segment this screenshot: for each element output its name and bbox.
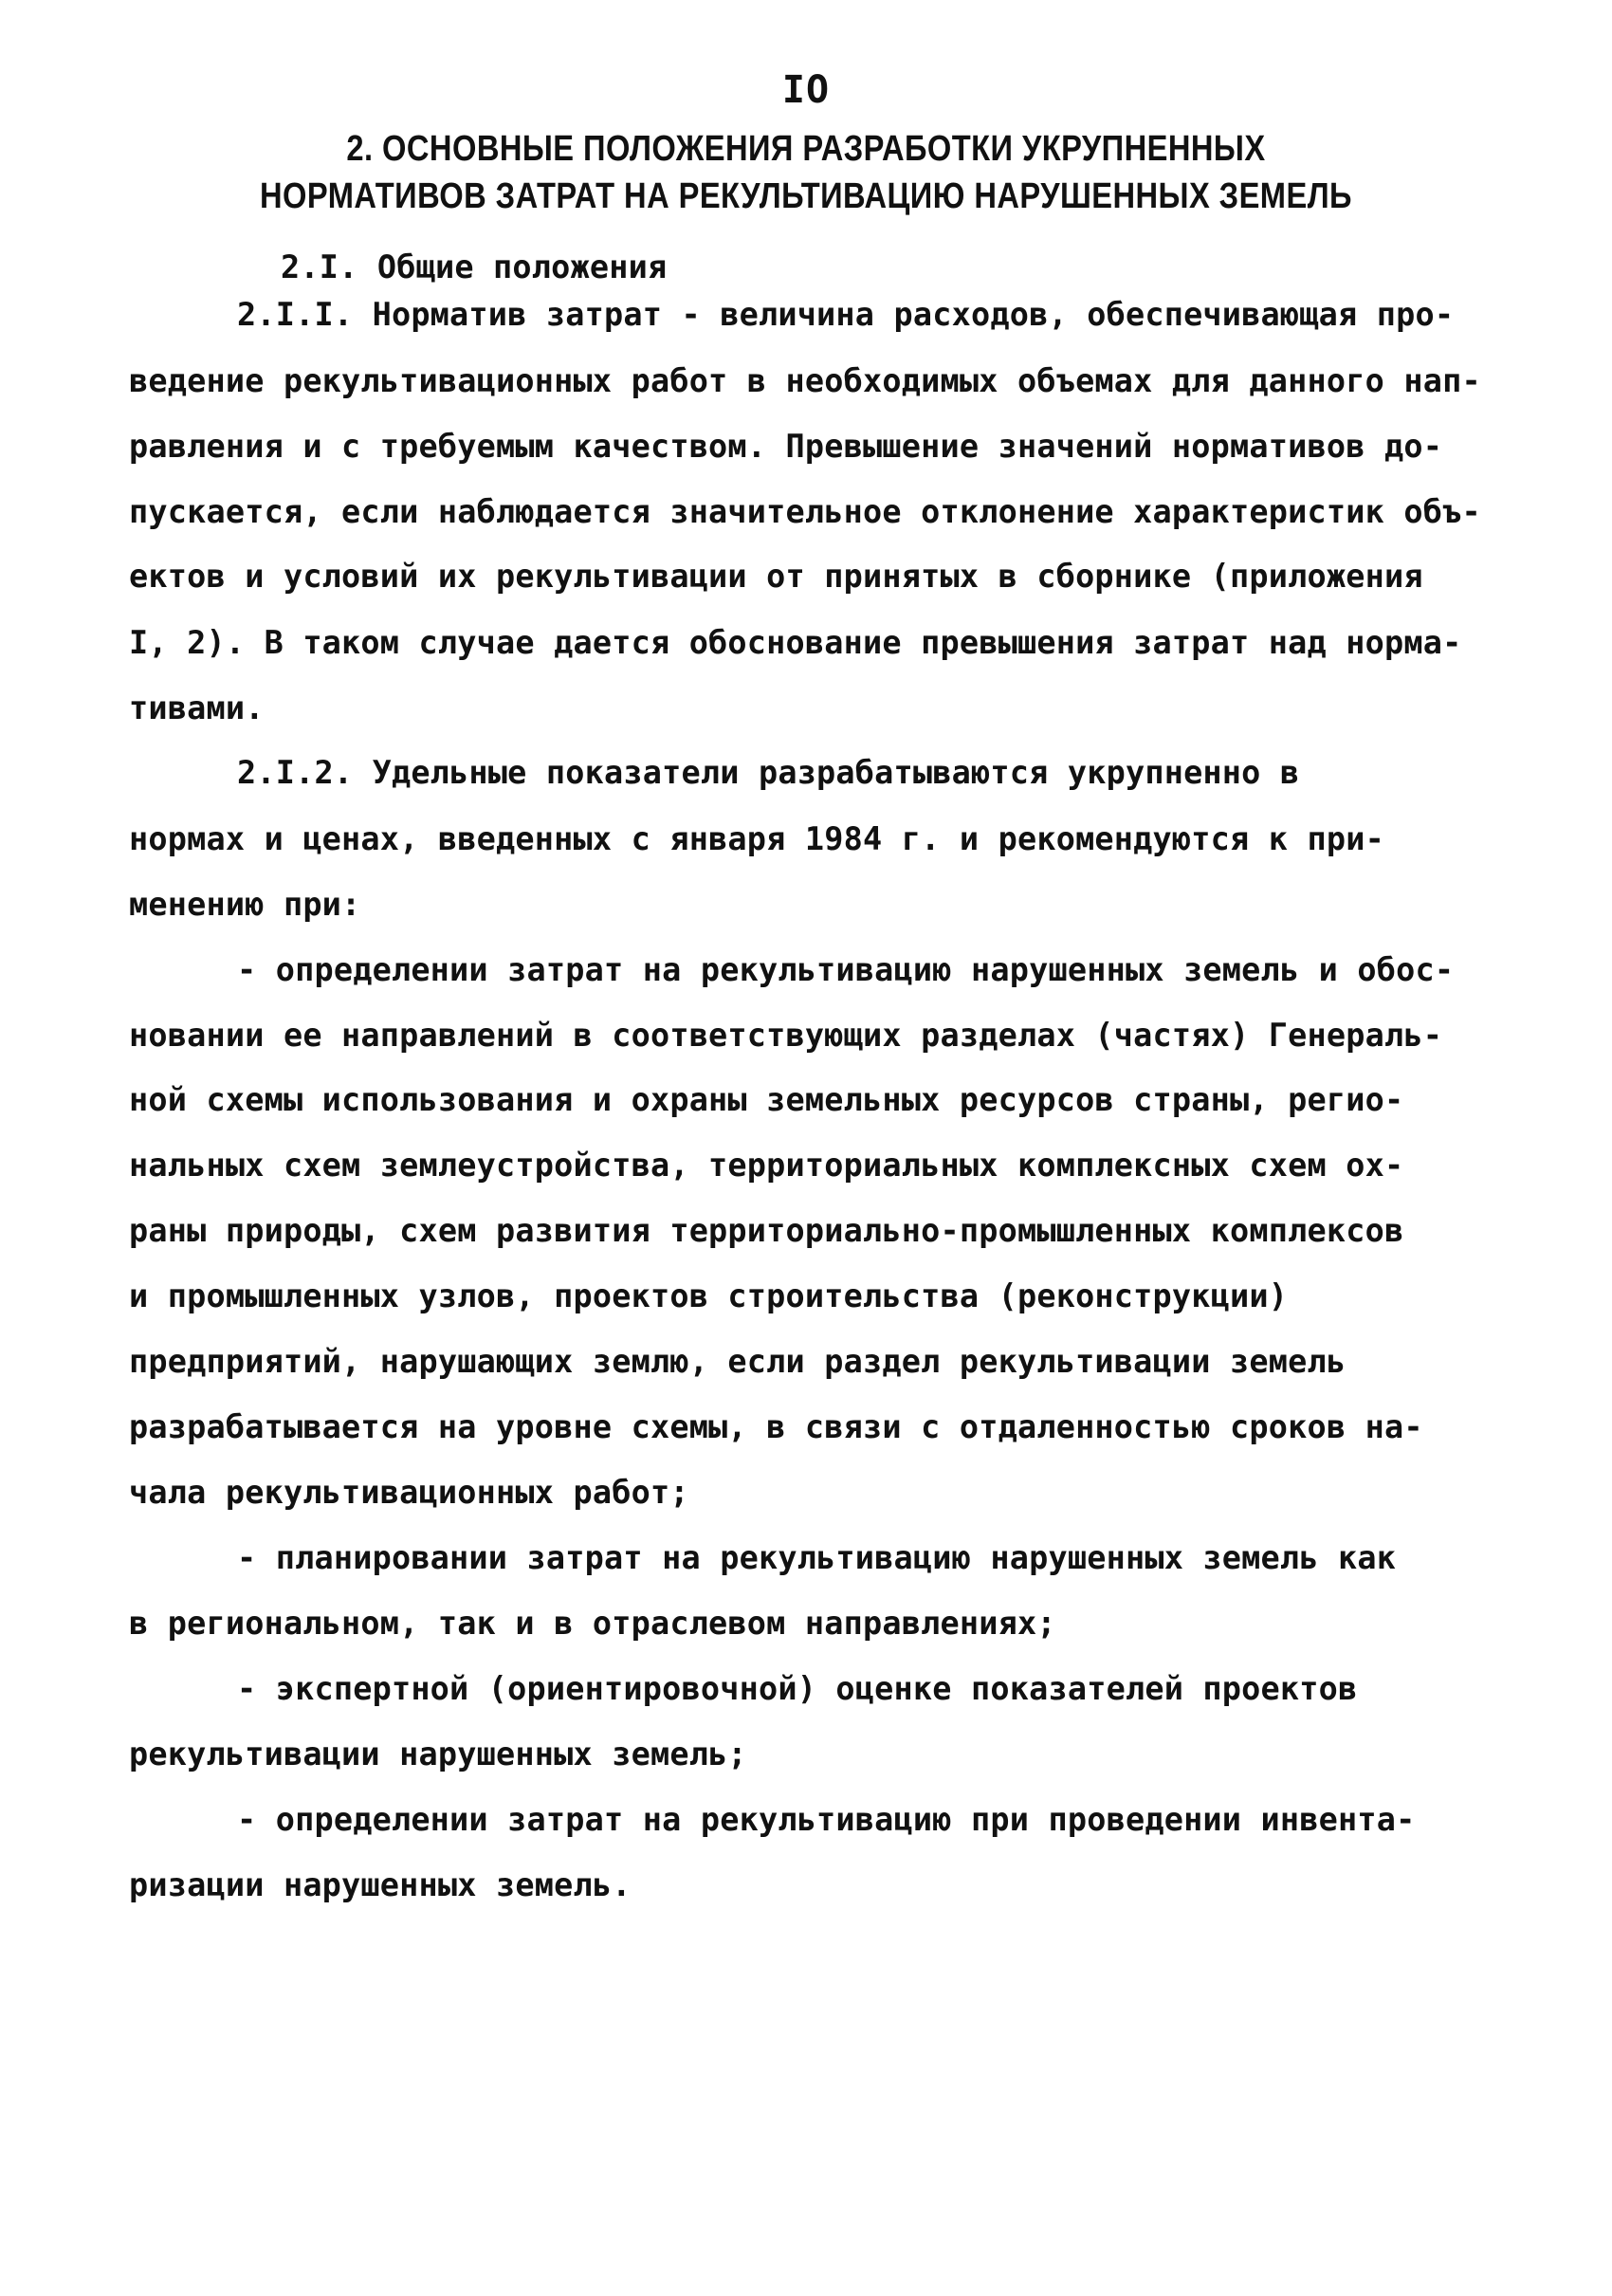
paragraph-line: новании ее направлений в соответствующих разделах (частях) Генераль- — [129, 1017, 1443, 1054]
paragraph-line: 2.I.2. Удельные показатели разрабатываются укрупненно в — [237, 754, 1300, 791]
paragraph-line: разрабатывается на уровне схемы, в связи с отдаленностью сроков на- — [129, 1408, 1423, 1445]
paragraph-line: нормах и ценах, введенных с января 1984 г. и рекомендуются к при- — [129, 820, 1384, 857]
paragraph-line: в региональном, так и в отраслевом направлениях; — [129, 1605, 1056, 1642]
page-number: IO — [781, 68, 831, 112]
paragraph-line: - определении затрат на рекультивацию нарушенных земель и обос- — [237, 951, 1455, 988]
paragraph-line: I, 2). В таком случае дается обоснование превышения затрат над норма- — [129, 624, 1462, 661]
paragraph-line: тивами. — [129, 689, 265, 726]
paragraph-line: предприятий, нарушающих землю, если раздел рекультивации земель — [129, 1343, 1346, 1380]
paragraph-line: ектов и условий их рекультивации от принятых в сборнике (приложения — [129, 558, 1423, 595]
section-heading-line-1: 2. ОСНОВНЫЕ ПОЛОЖЕНИЯ РАЗРАБОТКИ УКРУПНЕННЫХ — [346, 129, 1266, 169]
paragraph-line: и промышленных узлов, проектов строительства (реконструкции) — [129, 1277, 1289, 1314]
paragraph-line: менению при: — [129, 886, 361, 923]
paragraph-line: пускается, если наблюдается значительное отклонение характеристик объ- — [129, 493, 1481, 530]
paragraph-line: ной схемы использования и охраны земельных ресурсов страны, регио- — [129, 1081, 1404, 1118]
paragraph-line: раны природы, схем развития территориально-промышленных комплексов — [129, 1212, 1404, 1249]
paragraph-line: ведение рекультивационных работ в необходимых объемах для данного нап- — [129, 362, 1481, 399]
paragraph-line: - планировании затрат на рекультивацию нарушенных земель как — [237, 1539, 1397, 1576]
subsection-title: 2.I. Общие положения — [281, 248, 668, 285]
paragraph-line: - экспертной (ориентировочной) оценке показателей проектов — [237, 1670, 1358, 1707]
paragraph-line: равления и с требуемым качеством. Превышение значений нормативов до- — [129, 428, 1443, 465]
paragraph-line: нальных схем землеустройства, территориальных комплексных схем ох- — [129, 1147, 1404, 1184]
paragraph-line: рекультивации нарушенных земель; — [129, 1736, 747, 1773]
paragraph-line: ризации нарушенных земель. — [129, 1866, 632, 1903]
section-heading-line-2: НОРМАТИВОВ ЗАТРАТ НА РЕКУЛЬТИВАЦИЮ НАРУШЕННЫХ ЗЕМЕЛЬ — [260, 176, 1352, 216]
paragraph-line: - определении затрат на рекультивацию при проведении инвента- — [237, 1801, 1416, 1838]
paragraph-line: 2.I.I. Норматив затрат - величина расходов, обеспечивающая про- — [237, 296, 1455, 333]
paragraph-line: чала рекультивационных работ; — [129, 1474, 689, 1511]
